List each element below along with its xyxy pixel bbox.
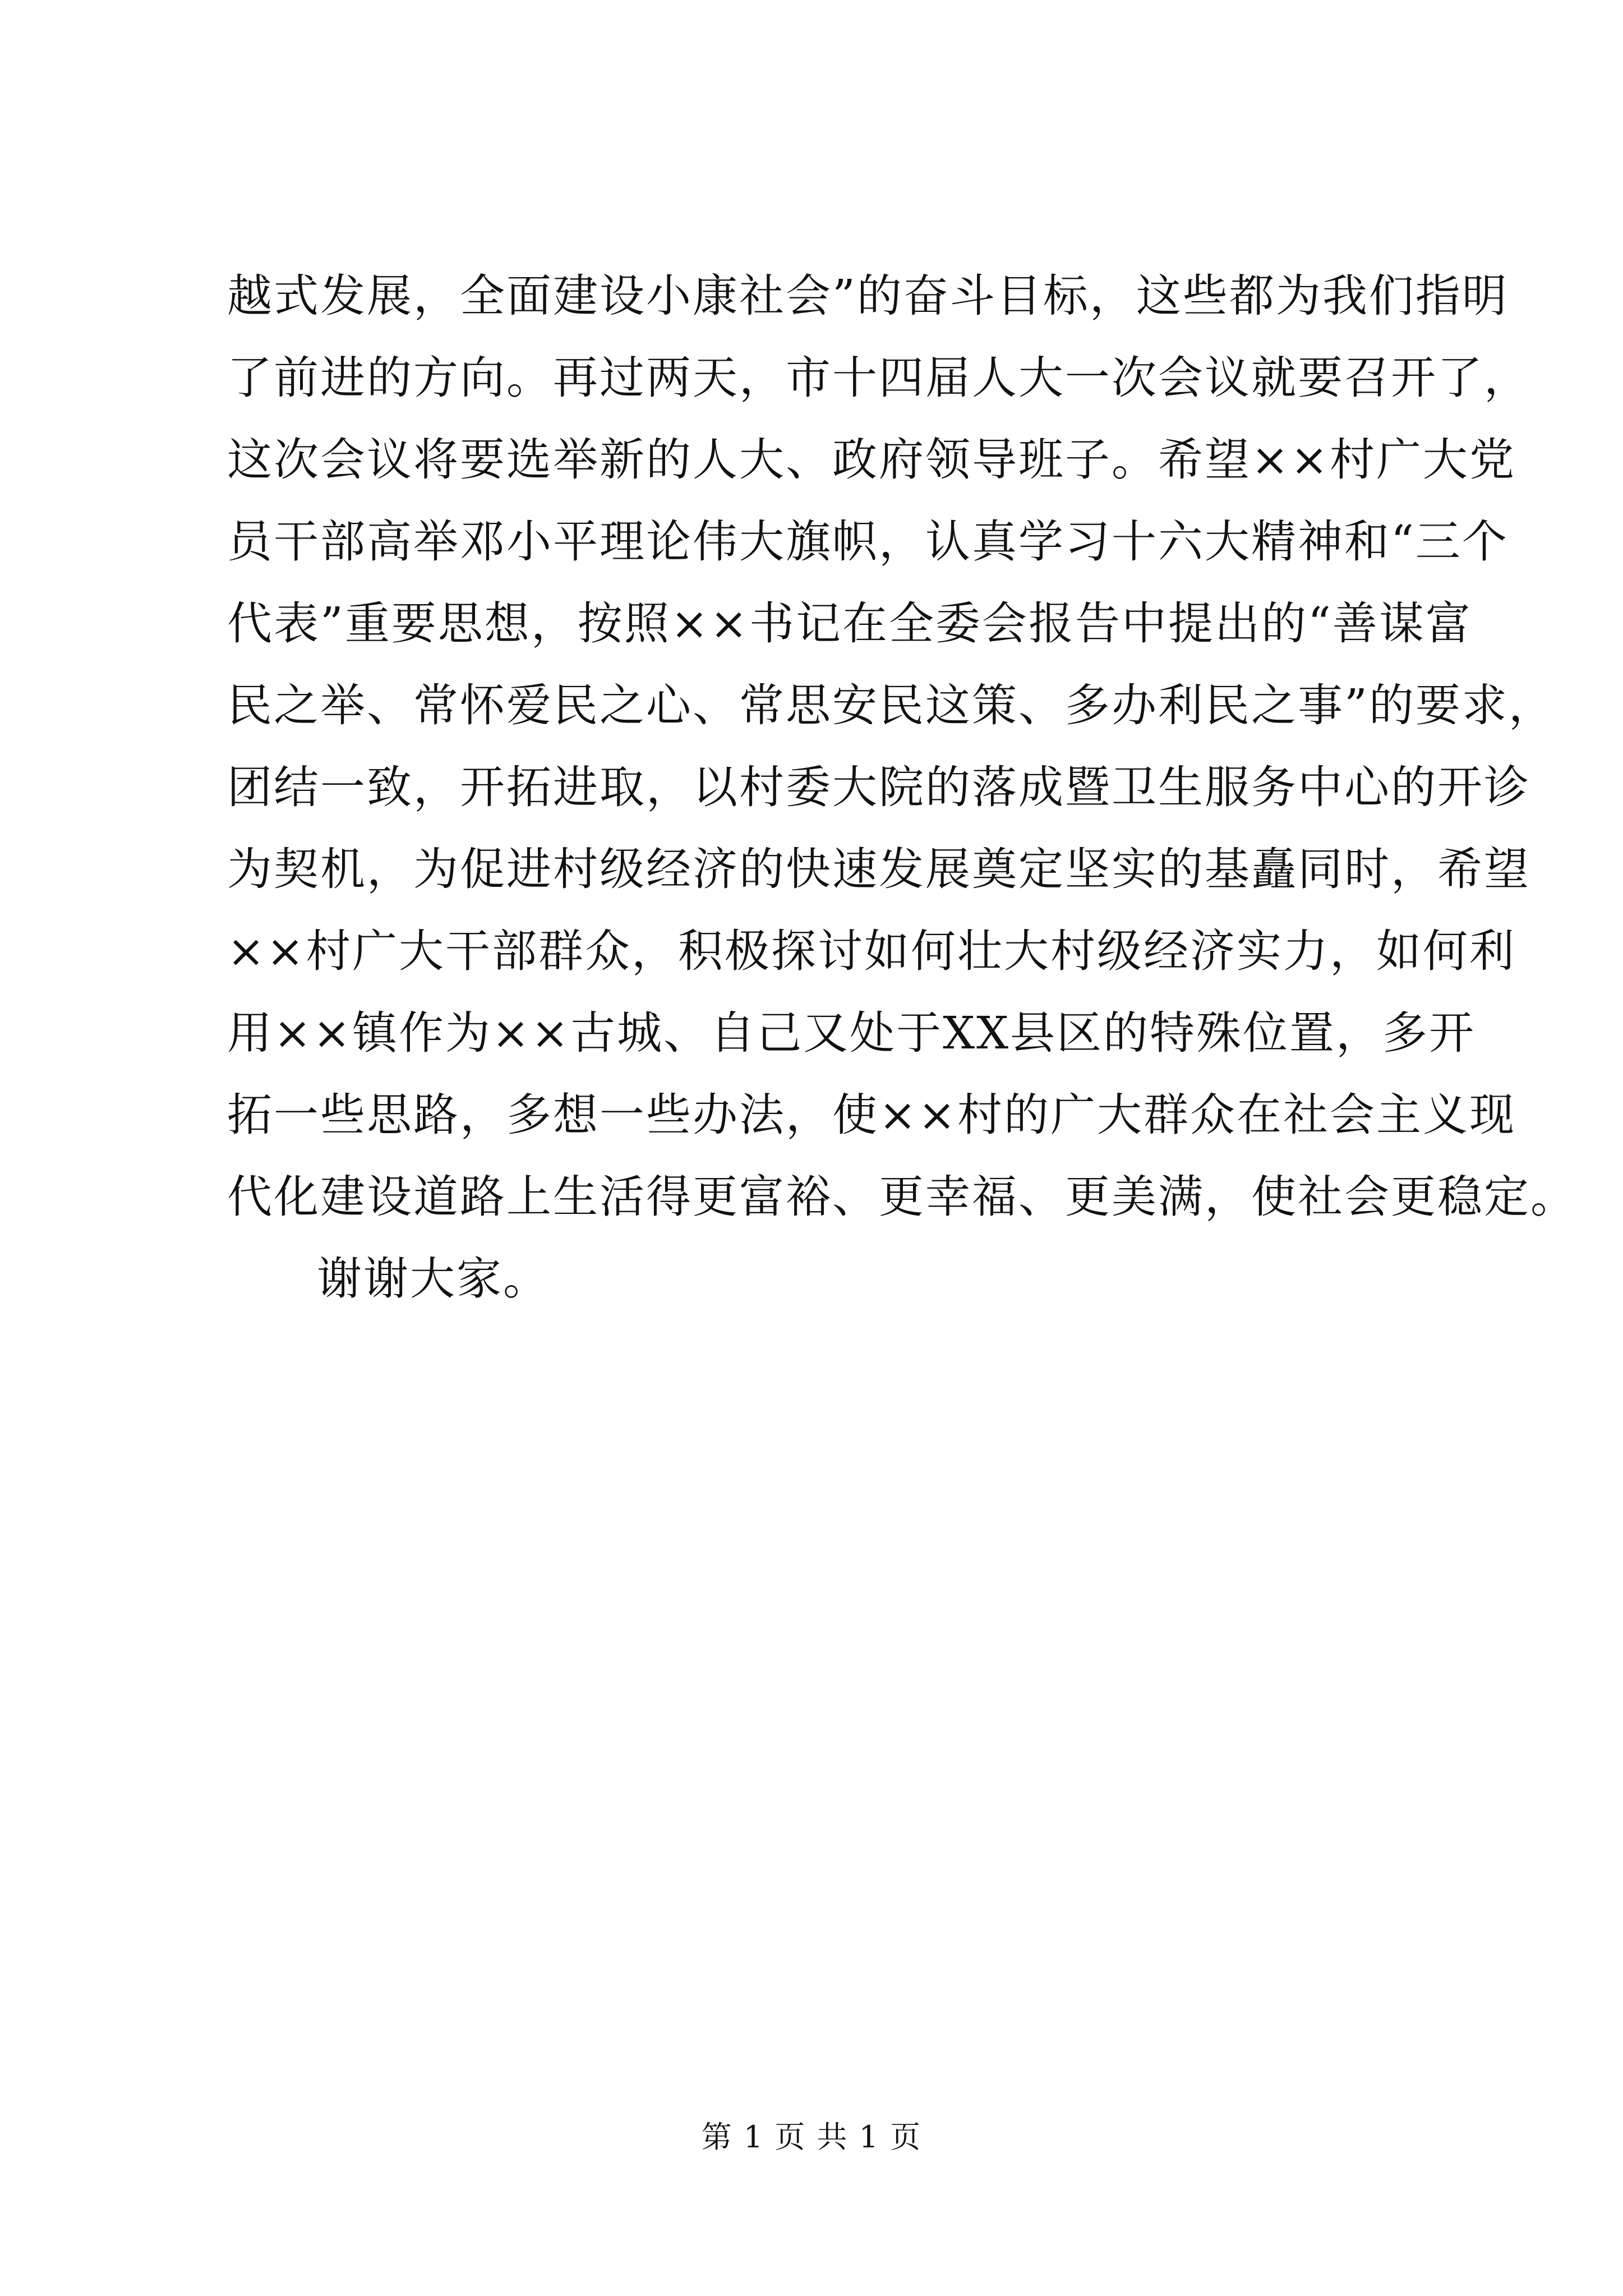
page-number: 第 1 页 共 1 页 (701, 2119, 922, 2155)
body-text (227, 255, 1577, 1320)
paragraph-line: 用××镇作为××古城、自己又处于XX县区的特殊位置，多开 (227, 1007, 1476, 1059)
paragraph-line: 团结一致，开拓进取，以村委大院的落成暨卫生服务中心的开诊 (227, 761, 1530, 813)
paragraph-line: ××村广大干部群众，积极探讨如何壮大村级经济实力，如何利 (227, 925, 1516, 977)
paragraph-line: 了前进的方向。再过两天，市十四届人大一次会议就要召开了， (227, 352, 1530, 404)
paragraph-line: 代表”重要思想，按照××书记在全委会报告中提出的“善谋富 (227, 597, 1472, 650)
paragraph-line: 越式发展，全面建设小康社会”的奋斗目标，这些都为我们指明 (227, 270, 1509, 322)
paragraph-line: 这次会议将要选举新的人大、政府领导班子。希望××村广大党 (227, 434, 1516, 486)
paragraph-line: 员干部高举邓小平理论伟大旗帜，认真学习十六大精神和“三个 (227, 516, 1509, 568)
paragraph-line: 拓一些思路，多想一些办法，使××村的广大群众在社会主义现 (227, 1089, 1516, 1141)
paragraph-line: 民之举、常怀爱民之心、常思安民这策、多办利民之事”的要求， (227, 679, 1555, 731)
page-footer (0, 2115, 1623, 2160)
closing-line: 谢谢大家。 (317, 1253, 550, 1305)
paragraph-line: 代化建设道路上生活得更富裕、更幸福、更美满，使社会更稳定。 (227, 1171, 1577, 1223)
paragraph-line: 为契机，为促进村级经济的快速发展奠定坚实的基矗同时，希望 (227, 843, 1530, 895)
